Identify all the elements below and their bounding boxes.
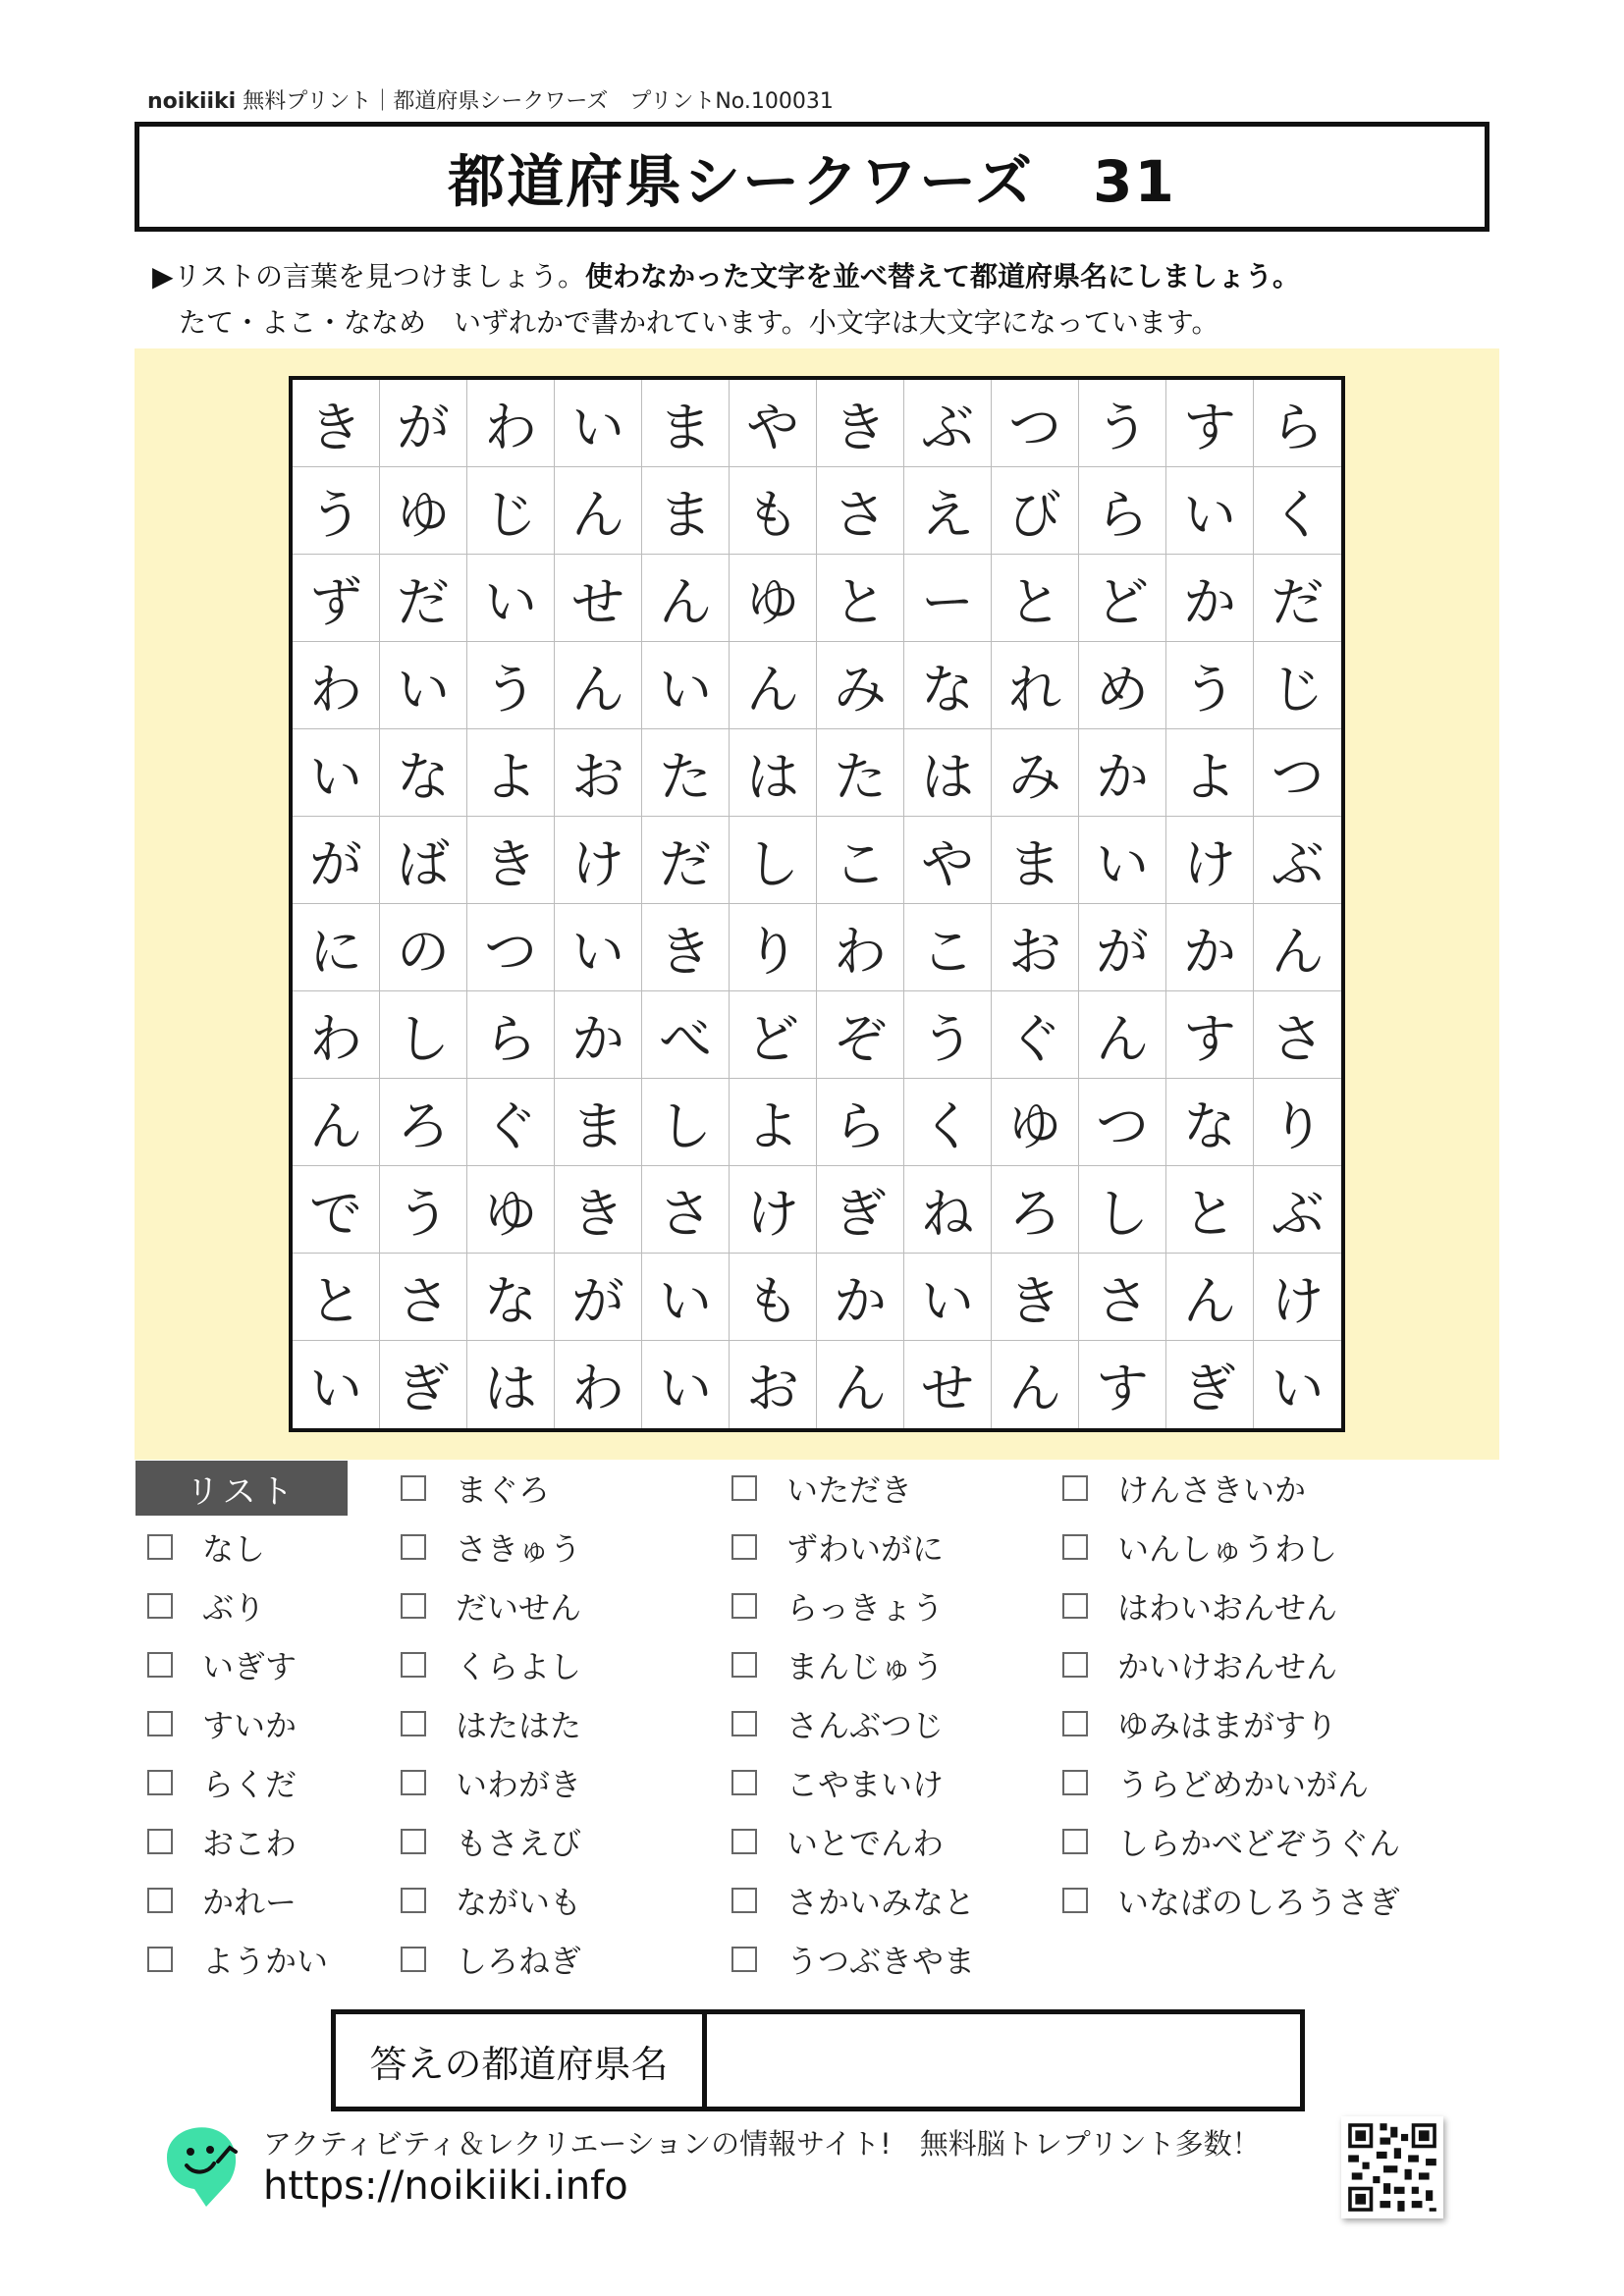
page-title: 都道府県シークワーズ 31 [448, 148, 1176, 215]
grid-cell[interactable]: ん [555, 467, 642, 555]
grid-cell[interactable]: だ [1254, 555, 1341, 642]
grid-cell[interactable]: ぐ [467, 1079, 555, 1166]
grid-cell[interactable]: よ [730, 1079, 817, 1166]
grid-cell[interactable]: け [555, 817, 642, 904]
list-item [731, 1635, 975, 1694]
grid-cell[interactable]: し [1079, 1166, 1166, 1254]
list-column-2 [401, 1459, 581, 1989]
grid-cell[interactable]: は [467, 1341, 555, 1428]
answer-field[interactable] [707, 2014, 1300, 2107]
list-item [401, 1459, 581, 1518]
list-item-label: ずわいがに [786, 1530, 945, 1568]
grid-cell[interactable]: い [1271, 1358, 1325, 1419]
list-item-label: らっきょう [786, 1589, 945, 1627]
grid-cell[interactable]: く [904, 1079, 992, 1166]
checkbox[interactable] [147, 1947, 173, 1972]
checkbox[interactable] [731, 1711, 757, 1736]
instruction-bold: 使わなかった文字を並べ替えて都道府県名にしましょう。 [584, 260, 1300, 293]
grid-cell[interactable]: ず [293, 555, 380, 642]
grid-cell[interactable]: い [555, 380, 642, 467]
grid-cell[interactable]: も [730, 1254, 817, 1341]
instruction-normal: ▶リストの言葉を見つけましょう。 [152, 260, 585, 293]
grid-cell[interactable]: ま [555, 1079, 642, 1166]
grid-cell[interactable]: り [730, 904, 817, 991]
grid-cell[interactable]: ら [467, 991, 555, 1079]
grid-cell[interactable]: こ [817, 817, 904, 904]
checkbox[interactable] [147, 1534, 173, 1560]
list-item-label: うらどめかいがん [1117, 1766, 1370, 1803]
list-item [401, 1753, 581, 1812]
grid-cell[interactable]: か [1079, 729, 1166, 817]
grid-cell[interactable]: け [730, 1166, 817, 1254]
list-item-label: いんしゅうわし [1117, 1530, 1338, 1568]
checkbox[interactable] [731, 1534, 757, 1560]
grid-cell[interactable]: ま [992, 817, 1079, 904]
grid-cell[interactable]: れ [992, 642, 1079, 729]
list-item-label: いただき [786, 1471, 913, 1509]
grid-cell[interactable]: い [467, 555, 555, 642]
list-item-label: ながいも [456, 1884, 582, 1921]
grid-cell[interactable]: ぎ [1166, 1341, 1254, 1428]
grid-cell[interactable]: だ [642, 817, 730, 904]
grid-cell[interactable]: つ [1254, 729, 1341, 817]
list-column-4 [1062, 1459, 1400, 1930]
grid-cell[interactable]: お [730, 1341, 817, 1428]
checkbox[interactable] [1062, 1888, 1088, 1913]
list-item [731, 1694, 975, 1753]
grid-cell[interactable]: か [555, 991, 642, 1079]
grid-cell[interactable]: き [642, 904, 730, 991]
footer-url[interactable]: https://noikiiki.info [263, 2163, 628, 2209]
grid-cell[interactable]: つ [992, 380, 1079, 467]
grid-cell[interactable]: も [730, 467, 817, 555]
grid-cell[interactable]: ん [817, 1341, 904, 1428]
checkbox[interactable] [731, 1770, 757, 1795]
grid-cell[interactable]: と [293, 1254, 380, 1341]
checkbox[interactable] [1062, 1829, 1088, 1854]
grid-cell[interactable]: ぎ [380, 1341, 467, 1428]
grid-cell[interactable]: ゆ [730, 555, 817, 642]
list-item [401, 1930, 581, 1989]
grid-cell[interactable]: お [992, 904, 1079, 991]
grid-cell[interactable]: ぎ [817, 1166, 904, 1254]
grid-cell[interactable]: か [817, 1254, 904, 1341]
grid-cell[interactable]: め [1079, 642, 1166, 729]
list-column-1 [147, 1518, 328, 1989]
grid-cell[interactable]: お [555, 729, 642, 817]
list-item [147, 1694, 328, 1753]
grid-cell[interactable]: だ [380, 555, 467, 642]
grid-cell[interactable]: こ [904, 904, 992, 991]
grid-cell[interactable]: き [992, 1254, 1079, 1341]
answer-box [331, 2009, 1305, 2111]
grid-cell[interactable]: ぐ [992, 991, 1079, 1079]
qr-code-icon [1341, 2116, 1443, 2218]
grid-cell[interactable]: さ [1079, 1254, 1166, 1341]
grid-cell[interactable]: と [992, 555, 1079, 642]
grid-cell[interactable]: が [1079, 904, 1166, 991]
list-item [1062, 1871, 1400, 1930]
checkbox[interactable] [1062, 1475, 1088, 1501]
list-item-label: さかいみなと [786, 1884, 976, 1921]
grid-cell[interactable]: ぶ [1254, 817, 1341, 904]
checkbox[interactable] [1062, 1534, 1088, 1560]
grid-cell[interactable]: う [904, 991, 992, 1079]
list-item-label: すいか [202, 1707, 298, 1744]
checkbox[interactable] [147, 1829, 173, 1854]
grid-cell[interactable]: さ [642, 1166, 730, 1254]
mascot-logo-icon [157, 2118, 247, 2213]
grid-cell[interactable]: い [642, 642, 730, 729]
grid-cell[interactable]: じ [1254, 642, 1341, 729]
grid-cell[interactable]: は [730, 729, 817, 817]
checkbox[interactable] [731, 1652, 757, 1678]
list-item-label: いなばのしろうさぎ [1117, 1884, 1401, 1921]
list-item-label: まぐろ [456, 1471, 551, 1509]
grid-cell[interactable]: ぶ [1254, 1166, 1341, 1254]
grid-cell[interactable]: ろ [992, 1166, 1079, 1254]
grid-cell[interactable]: う [1079, 380, 1166, 467]
checkbox[interactable] [401, 1947, 426, 1972]
instruction-line-2: たて・よこ・ななめ いずれかで書かれています。小文字は大文字になっています。 [179, 306, 1219, 339]
grid-cell[interactable]: べ [642, 991, 730, 1079]
checkbox[interactable] [401, 1829, 426, 1854]
list-item-label: けんさきいか [1117, 1471, 1307, 1509]
checkbox[interactable] [401, 1711, 426, 1736]
grid-cell[interactable]: う [380, 1166, 467, 1254]
grid-cell[interactable]: え [904, 467, 992, 555]
grid-cell[interactable]: い [1079, 817, 1166, 904]
grid-cell[interactable]: と [817, 555, 904, 642]
grid-cell[interactable]: い [1166, 467, 1254, 555]
grid-cell[interactable]: さ [817, 467, 904, 555]
checkbox[interactable] [401, 1534, 426, 1560]
grid-cell[interactable]: ら [817, 1079, 904, 1166]
grid-cell[interactable]: い [293, 1341, 380, 1428]
checkbox[interactable] [1062, 1652, 1088, 1678]
grid-cell[interactable]: ん [642, 555, 730, 642]
checkbox[interactable] [147, 1593, 173, 1619]
grid-cell[interactable]: ら [1079, 467, 1166, 555]
checkbox[interactable] [731, 1947, 757, 1972]
grid-cell[interactable]: し [730, 817, 817, 904]
grid-cell[interactable]: ま [642, 467, 730, 555]
checkbox[interactable] [401, 1888, 426, 1913]
list-item-label: かれー [202, 1884, 298, 1921]
grid-cell[interactable]: ど [730, 991, 817, 1079]
grid-cell[interactable]: ん [555, 642, 642, 729]
grid-cell[interactable]: う [1166, 642, 1254, 729]
list-item [731, 1518, 975, 1576]
grid-cell[interactable]: ん [1254, 904, 1341, 991]
list-item [731, 1812, 975, 1871]
grid-cell[interactable]: ゆ [467, 1166, 555, 1254]
grid-cell[interactable]: ん [730, 642, 817, 729]
list-item-label: おこわ [202, 1825, 298, 1862]
list-item [731, 1930, 975, 1989]
brand-name: noikiiki [147, 89, 237, 114]
list-item [1062, 1576, 1400, 1635]
list-item [1062, 1518, 1400, 1576]
list-item-label: しろねぎ [456, 1943, 582, 1980]
grid-cell[interactable]: み [817, 642, 904, 729]
grid-cell[interactable]: す [1166, 991, 1254, 1079]
list-item [1062, 1694, 1400, 1753]
list-item-label: こやまいけ [786, 1766, 945, 1803]
grid-cell[interactable]: し [642, 1079, 730, 1166]
list-item [1062, 1459, 1400, 1518]
list-item [147, 1812, 328, 1871]
title-box [135, 122, 1489, 232]
checkbox[interactable] [731, 1475, 757, 1501]
list-item-label: うつぶきやま [786, 1943, 976, 1980]
list-item [147, 1576, 328, 1635]
grid-cell[interactable]: ぞ [817, 991, 904, 1079]
grid-cell[interactable]: ま [642, 380, 730, 467]
grid-cell[interactable]: ー [904, 555, 992, 642]
list-item [147, 1518, 328, 1576]
grid-cell[interactable]: な [1166, 1079, 1254, 1166]
word-search-grid [289, 376, 1345, 1432]
list-item [731, 1871, 975, 1930]
grid-cell[interactable]: ん [1079, 991, 1166, 1079]
list-item-label: らくだ [202, 1766, 298, 1803]
grid-cell[interactable]: わ [293, 642, 380, 729]
list-item-label: もさえび [456, 1825, 582, 1862]
list-item-label: ぶり [202, 1589, 266, 1627]
grid-cell[interactable]: ば [380, 817, 467, 904]
grid-cell[interactable]: ろ [380, 1079, 467, 1166]
grid-cell[interactable]: つ [1079, 1079, 1166, 1166]
grid-cell[interactable]: わ [293, 991, 380, 1079]
grid-cell[interactable]: ゆ [380, 467, 467, 555]
print-info: 無料プリント｜都道府県シークワーズ プリントNo.100031 [236, 89, 834, 114]
list-label: リスト [135, 1461, 348, 1516]
checkbox[interactable] [1062, 1711, 1088, 1736]
checkbox[interactable] [401, 1475, 426, 1501]
list-item [147, 1635, 328, 1694]
checkbox[interactable] [731, 1888, 757, 1913]
list-item-label: しらかべどぞうぐん [1117, 1825, 1401, 1862]
grid-cell[interactable]: ね [904, 1166, 992, 1254]
checkbox[interactable] [401, 1770, 426, 1795]
grid-cell[interactable]: か [1166, 555, 1254, 642]
list-item-label: さきゅう [456, 1530, 582, 1568]
list-item-label: いわがき [456, 1766, 582, 1803]
grid-cell[interactable]: つ [467, 904, 555, 991]
list-item-label: くらよし [456, 1648, 582, 1685]
grid-cell[interactable]: く [1254, 467, 1341, 555]
header-line [147, 84, 834, 115]
grid-cell[interactable]: と [1166, 1166, 1254, 1254]
list-item-label: はたはた [456, 1707, 582, 1744]
grid-cell[interactable]: う [467, 642, 555, 729]
grid-cell[interactable]: さ [1254, 991, 1341, 1079]
grid-cell[interactable]: み [992, 729, 1079, 817]
checkbox[interactable] [1062, 1770, 1088, 1795]
grid-cell[interactable]: い [904, 1254, 992, 1341]
grid-cell[interactable]: う [293, 467, 380, 555]
list-item [401, 1576, 581, 1635]
footer-tagline: アクティビティ＆レクリエーションの情報サイト! 無料脳トレプリント多数！ [263, 2127, 1261, 2161]
grid-cell[interactable]: ん [293, 1079, 380, 1166]
grid-cell[interactable]: い [642, 1341, 730, 1428]
list-item [401, 1871, 581, 1930]
list-item [147, 1753, 328, 1812]
grid-cell[interactable]: よ [1166, 729, 1254, 817]
grid-cell[interactable]: よ [467, 729, 555, 817]
checkbox[interactable] [731, 1593, 757, 1619]
grid-cell[interactable]: が [380, 380, 467, 467]
grid-cell[interactable]: け [1166, 817, 1254, 904]
list-item [401, 1694, 581, 1753]
grid-cell[interactable]: ゆ [992, 1079, 1079, 1166]
list-item-label: かいけおんせん [1117, 1648, 1338, 1685]
list-item [731, 1459, 975, 1518]
grid-cell[interactable]: ん [1166, 1254, 1254, 1341]
grid-cell[interactable]: や [904, 817, 992, 904]
checkbox[interactable] [147, 1652, 173, 1678]
list-item-label: さんぶつじ [786, 1707, 945, 1744]
grid-cell[interactable]: り [1254, 1079, 1341, 1166]
grid-cell[interactable]: わ [817, 904, 904, 991]
list-item [401, 1812, 581, 1871]
grid-cell[interactable]: き [817, 380, 904, 467]
grid-cell[interactable]: た [817, 729, 904, 817]
grid-cell[interactable]: の [380, 904, 467, 991]
grid-cell[interactable]: せ [904, 1341, 992, 1428]
grid-cell[interactable]: な [904, 642, 992, 729]
grid-cell[interactable]: わ [467, 380, 555, 467]
list-item-label: なし [202, 1530, 266, 1568]
list-item-label: まんじゅう [786, 1648, 945, 1685]
grid-cell[interactable]: じ [467, 467, 555, 555]
grid-cell[interactable]: が [293, 817, 380, 904]
grid-cell[interactable]: や [730, 380, 817, 467]
list-item [401, 1518, 581, 1576]
list-item [731, 1576, 975, 1635]
list-item-label: ようかい [202, 1943, 329, 1980]
grid-cell[interactable]: な [467, 1254, 555, 1341]
grid-cell[interactable]: せ [555, 555, 642, 642]
grid-cell[interactable]: た [642, 729, 730, 817]
grid-cell[interactable]: け [1254, 1254, 1341, 1341]
list-item-label: いとでんわ [786, 1825, 945, 1862]
grid-cell[interactable]: い [380, 642, 467, 729]
grid-cell[interactable]: が [555, 1254, 642, 1341]
checkbox[interactable] [1062, 1593, 1088, 1619]
list-item [1062, 1753, 1400, 1812]
grid-cell[interactable]: ら [1254, 380, 1341, 467]
grid-cell[interactable]: は [904, 729, 992, 817]
answer-label: 答えの都道府県名 [336, 2014, 707, 2107]
grid-cell[interactable]: き [293, 380, 380, 467]
grid-cell[interactable]: ん [992, 1341, 1079, 1428]
checkbox[interactable] [147, 1711, 173, 1736]
instruction-line-1 [152, 255, 1300, 294]
grid-cell[interactable]: び [992, 467, 1079, 555]
checkbox[interactable] [147, 1888, 173, 1913]
grid-cell[interactable]: い [642, 1254, 730, 1341]
list-item [1062, 1635, 1400, 1694]
list-item-label: はわいおんせん [1117, 1589, 1338, 1627]
checkbox[interactable] [401, 1652, 426, 1678]
list-item-label: ゆみはまがすり [1117, 1707, 1338, 1744]
checkbox[interactable] [731, 1829, 757, 1854]
list-column-3 [731, 1459, 975, 1989]
list-item-label: だいせん [456, 1589, 582, 1627]
grid-cell[interactable]: い [555, 904, 642, 991]
list-item [147, 1871, 328, 1930]
grid-cell[interactable]: さ [380, 1254, 467, 1341]
grid-cell[interactable]: か [1166, 904, 1254, 991]
grid-cell[interactable]: ど [1079, 555, 1166, 642]
list-item [731, 1753, 975, 1812]
checkbox[interactable] [147, 1770, 173, 1795]
grid-cell[interactable]: き [555, 1166, 642, 1254]
checkbox[interactable] [401, 1593, 426, 1619]
grid-cell[interactable]: な [380, 729, 467, 817]
grid-cell[interactable]: で [293, 1166, 380, 1254]
list-item [401, 1635, 581, 1694]
list-item [147, 1930, 328, 1989]
grid-cell[interactable]: し [380, 991, 467, 1079]
grid-cell[interactable]: わ [555, 1341, 642, 1428]
grid-cell[interactable]: に [293, 904, 380, 991]
grid-cell[interactable]: ぶ [904, 380, 992, 467]
list-item [1062, 1812, 1400, 1871]
grid-cell[interactable]: す [1166, 380, 1254, 467]
grid-cell[interactable]: い [293, 729, 380, 817]
grid-cell[interactable]: す [1079, 1341, 1166, 1428]
list-item-label: いぎす [202, 1648, 298, 1685]
grid-cell[interactable]: き [467, 817, 555, 904]
